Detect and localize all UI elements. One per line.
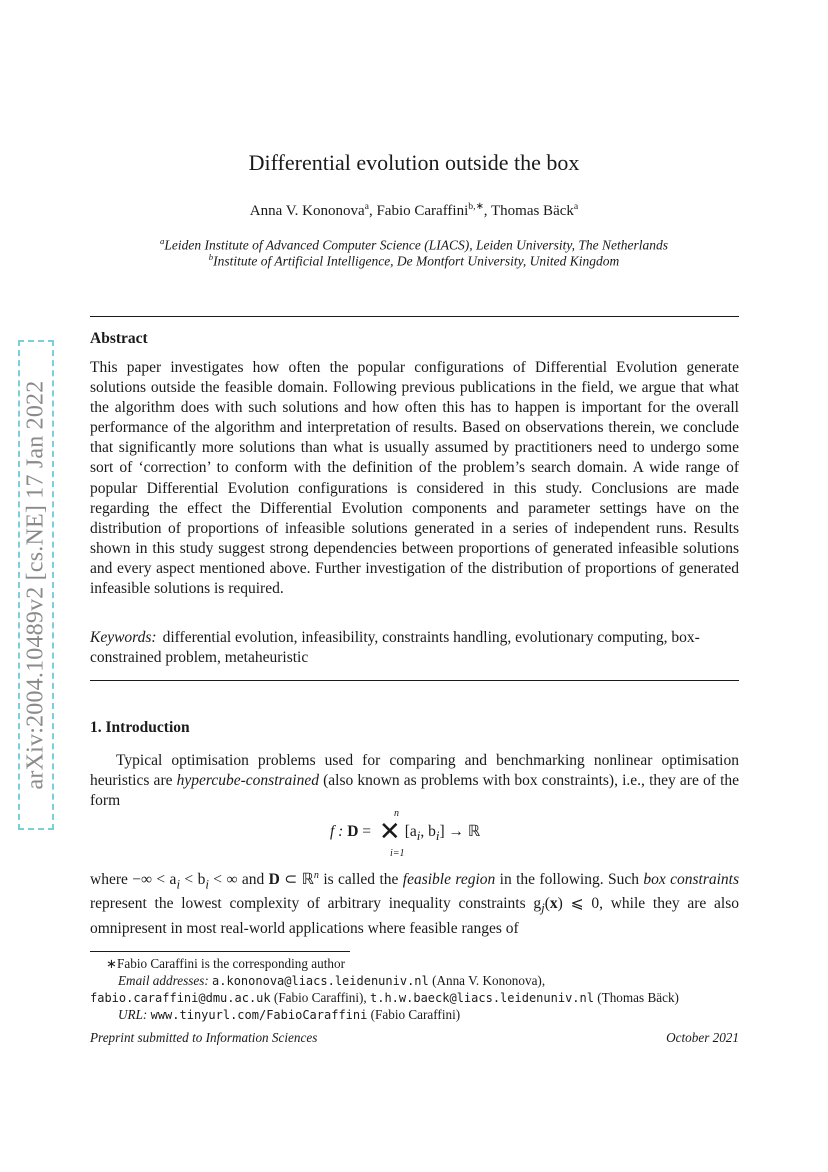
eq-rhs: , b [420,823,436,840]
author-affil-mark: a [573,201,579,212]
keywords-text: differential evolution, infeasibility, constraints handling, evolutionary computing, box-constrained problem, metaheuristic [90,629,700,667]
url-owner: (Fabio Caraffini) [367,1007,461,1022]
email-owner: (Thomas Bäck) [593,990,679,1005]
math-sub: j [541,900,545,916]
abstract-heading: Abstract [90,330,148,347]
eq-sub: i [416,828,421,844]
abstract-text: This paper investigates how often the popular configurations of Differential Evolution generate solutions outside the feasible domain. Following previous publications in the field, we argue that what the algorithm does with such solutions and how often this has to happen is important for the overall performance of the algorithm and interpretation of results. Based on observations therein, we conclude that significantly more solutions than what is usually assumed by practitioners need to undergo some sort of ‘correction’ to conform with the definition of the problem’s search domain. A wide range of popular Differential Evolution configurations is considered in this study. Conclusions are made regarding the effect the Differential Evolution components and parameter settings have on the distribution of proportions of infeasible solutions generated in a series of independent runs. Results shown in this study suggest strong dependencies between proportions of generated infeasible solutions and every aspect mentioned above. Further investigation of the distribution of proportions of generated infeasible solutions is required. [90,359,739,598]
text-run: Typical optimisation problems used for comparing and benchmarking nonlinear optimisation heuristics are [90,752,739,790]
footer-date: October 2021 [666,1030,739,1045]
math-bold: x [549,895,558,913]
emphasis: feasible region [402,871,496,889]
text-run: < ∞ and [208,871,269,889]
keywords-label: Keywords: [90,629,157,646]
abstract-top-rule [90,316,739,317]
affiliation-mark: b [208,252,214,262]
author-affil-mark: a [364,201,369,212]
text-run: in the following. Such [495,871,644,889]
text-run: is called the [318,871,403,889]
eq-lhs: f : [330,823,348,840]
email-link[interactable]: fabio.caraffini@dmu.ac.uk [90,991,271,1005]
url-link[interactable]: www.tinyurl.com/FabioCaraffini [150,1008,368,1022]
author-list: Anna V. Kononova$^a$, Fabio Caraffini$^{b,∗}$, Thomas Bäck$^a$ [249,201,579,219]
eq-equals: = [358,823,375,840]
affiliation-b [0,252,828,270]
equation-domain [0,808,828,862]
url-label: URL: [118,1007,148,1022]
intro-paragraph-1 [90,751,739,811]
footnote-url [90,1006,750,1024]
text-run: where −∞ < a [90,871,177,889]
email-owner: (Fabio Caraffini), [270,990,370,1005]
paper-title: Differential evolution outside the box [248,150,580,175]
eq-rhs: ] → ℝ [439,823,481,840]
affiliation-text: Institute of Artificial Intelligence, De Montfort University, United Kingdom [213,253,620,269]
eq-domain-symbol: D [347,823,359,840]
text-run: ) ⩽ 0, while they are also omnipresent in most real-world applications where feasible ranges of [90,895,739,937]
abstract-bottom-rule [90,680,739,681]
email-link[interactable]: t.h.w.baeck@liacs.leidenuniv.nl [370,991,594,1005]
email-link[interactable]: a.kononova@liacs.leidenuniv.nl [212,974,429,988]
footnote-corresponding: ∗Fabio Caraffini is the corresponding author [106,956,345,971]
section-heading-introduction: 1. Introduction [90,719,190,736]
author-name: Fabio Caraffini [376,203,469,219]
eq-sub: i [435,828,440,844]
emphasis: box constraints [643,871,740,889]
arxiv-identifier[interactable]: arXiv:2004.10489v2 [cs.NE] 17 Jan 2022 [22,380,49,790]
cartesian-product-icon: ✕ [378,817,401,846]
email-owner: (Anna V. Kononova), [428,973,546,988]
text-run: ( [544,895,550,913]
product-lower-limit: i=1 [390,848,405,859]
text-run: represent the lowest complexity of arbitrary inequality constraints g [90,895,542,913]
footnote-rule [90,951,350,952]
author-name: Anna V. Kononova [249,203,365,219]
eq-rhs: [a [404,823,417,840]
math-sub: i [176,876,181,892]
emphasis: hypercube-constrained [176,772,319,790]
footer-journal: Preprint submitted to Information Sciences [90,1030,318,1045]
affiliation-mark: a [159,236,165,246]
intro-paragraph-2 [90,866,739,939]
footnote-emails-line1 [90,972,750,990]
affiliation-a [0,236,828,254]
math-sub: i [205,876,209,892]
footnote-emails-line2 [90,989,750,1007]
author-name: Thomas Bäck [490,203,574,219]
keywords [90,628,739,668]
author-affil-mark: b,∗ [468,201,484,212]
text-run: ⊂ ℝ [279,871,314,889]
affiliation-text: Leiden Institute of Advanced Computer Science (LIACS), Leiden University, The Netherlands [164,237,669,253]
text-run: (also known as problems with box constraints), i.e., they are of the form [90,772,740,810]
math-sup: n [313,870,319,881]
product-upper-limit: n [394,808,399,819]
arxiv-stamp-box [18,340,54,830]
math-bold: D [268,871,280,889]
email-label: Email addresses: [118,973,209,988]
text-run: < b [180,871,206,889]
